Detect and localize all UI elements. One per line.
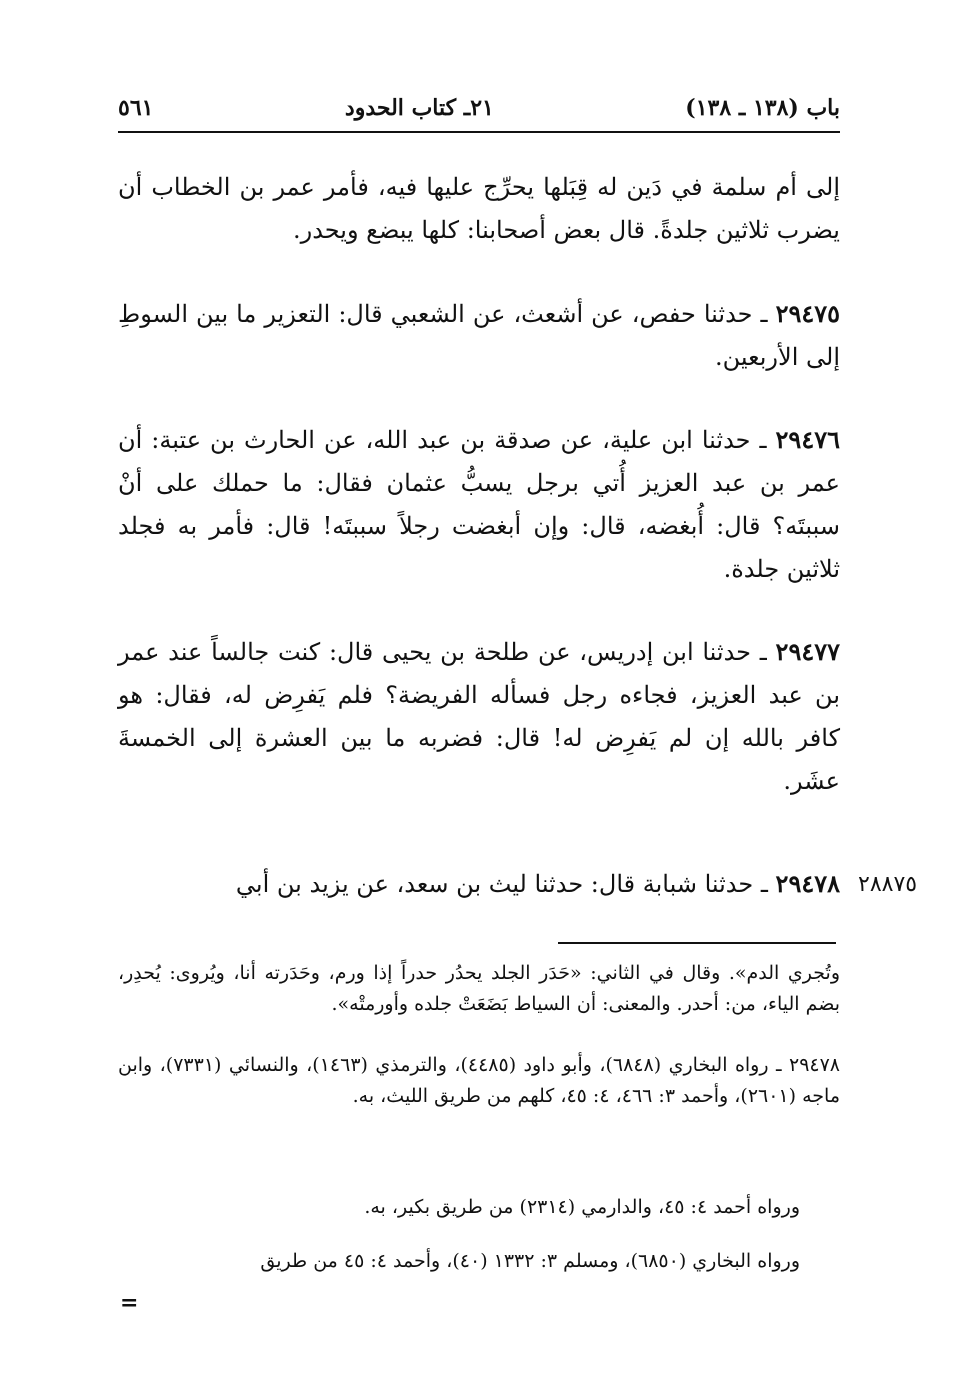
header-rule bbox=[118, 131, 840, 133]
paragraph-continuation bbox=[118, 166, 840, 252]
paragraph-text: إلى أم سلمة في دَين له قِبَلها يحرِّج عليها فيه، فأمر عمر بن الخطاب أن يضرب ثلاثين جلدةً. قال بعض أصحابنا: كلها يبضع ويحدر. bbox=[118, 173, 840, 244]
footnote-1 bbox=[118, 958, 840, 1020]
hadith-number: ٢٩٤٧٥ bbox=[775, 299, 841, 328]
hadith-number: ٢٩٤٧٦ bbox=[775, 425, 840, 454]
hadith-number: ٢٩٤٧٧ bbox=[775, 637, 840, 666]
chapter-reference: باب (١٣٨ ـ ١٣٨) bbox=[685, 95, 840, 121]
footnote-text: وتُجري الدم». وقال في الثاني: «حَدَر الجلد يحدُر حدراً إذا ورم، وحَدَرته أنا، ويُروى: يُحدِر، بضم الياء، من: أحدر. والمعنى: أن السياط بَضَعَتْ جلده وأورمتْه». bbox=[118, 962, 840, 1015]
hadith-text: ـ حدثنا ابن علية، عن صدقة بن عبد الله، عن الحارث بن عتبة: أن عمر بن عبد العزيز أُتي برجل يسبُّ عثمان فقال: ما حملك على أنْ سببتَه؟ قال: أُبغضه، قال: وإن أبغضت رجلاً سببتَه! قال: فأمر به فجلد ثلاثين جلدة. bbox=[118, 426, 840, 583]
book-title: ٢١ـ كتاب الحدود bbox=[344, 95, 494, 121]
footnote-2 bbox=[118, 1050, 840, 1112]
footnote-text: ورواه البخاري (٦٨٥٠)، ومسلم ٣: ١٣٣٢ (٤٠)، وأحمد ٤: ٤٥ من طريق bbox=[260, 1250, 800, 1272]
footnote-4 bbox=[118, 1246, 840, 1277]
hadith-29478 bbox=[118, 862, 840, 906]
footnote-text: ورواه أحمد ٤: ٤٥، والدارمي (٢٣١٤) من طريق بكير، به. bbox=[364, 1196, 800, 1218]
hadith-29477 bbox=[118, 630, 840, 803]
footnote-rule bbox=[558, 942, 836, 944]
page-header bbox=[118, 88, 840, 128]
hadith-number: ٢٩٤٧٨ bbox=[775, 869, 840, 898]
hadith-text: ـ حدثنا حفص، عن أشعث، عن الشعبي قال: التعزير ما بين السوطِ إلى الأربعين. bbox=[118, 300, 840, 371]
page-number: ٥٦١ bbox=[118, 95, 154, 121]
footnote-3 bbox=[118, 1192, 840, 1223]
hadith-29475 bbox=[118, 292, 840, 379]
hadith-text: ـ حدثنا شبابة قال: حدثنا ليث بن سعد، عن يزيد بن أبي bbox=[235, 870, 768, 898]
continuation-mark: = bbox=[120, 1290, 139, 1316]
hadith-text: ـ حدثنا ابن إدريس، عن طلحة بن يحيى قال: كنت جالساً عند عمر بن عبد العزيز، فجاءه رجل فسأله الفريضة؟ فلم يَفرِض له، فقال: هو كافر بالله إن لم يَفرِض له! قال: فضربه ما بين العشرة إلى الخمسةَ عشَر. bbox=[118, 638, 840, 795]
footnote-text: ٢٩٤٧٨ ـ رواه البخاري (٦٨٤٨)، وأبو داود (٤٤٨٥)، والترمذي (١٤٦٣)، والنسائي (٧٣٣١)، وابن ماجه (٢٦٠١)، وأحمد ٣: ٤٦٦، ٤: ٤٥، كلهم من طريق الليث، به. bbox=[118, 1054, 841, 1107]
hadith-29476 bbox=[118, 418, 840, 591]
margin-number: ٢٨٨٧٥ bbox=[858, 872, 918, 897]
